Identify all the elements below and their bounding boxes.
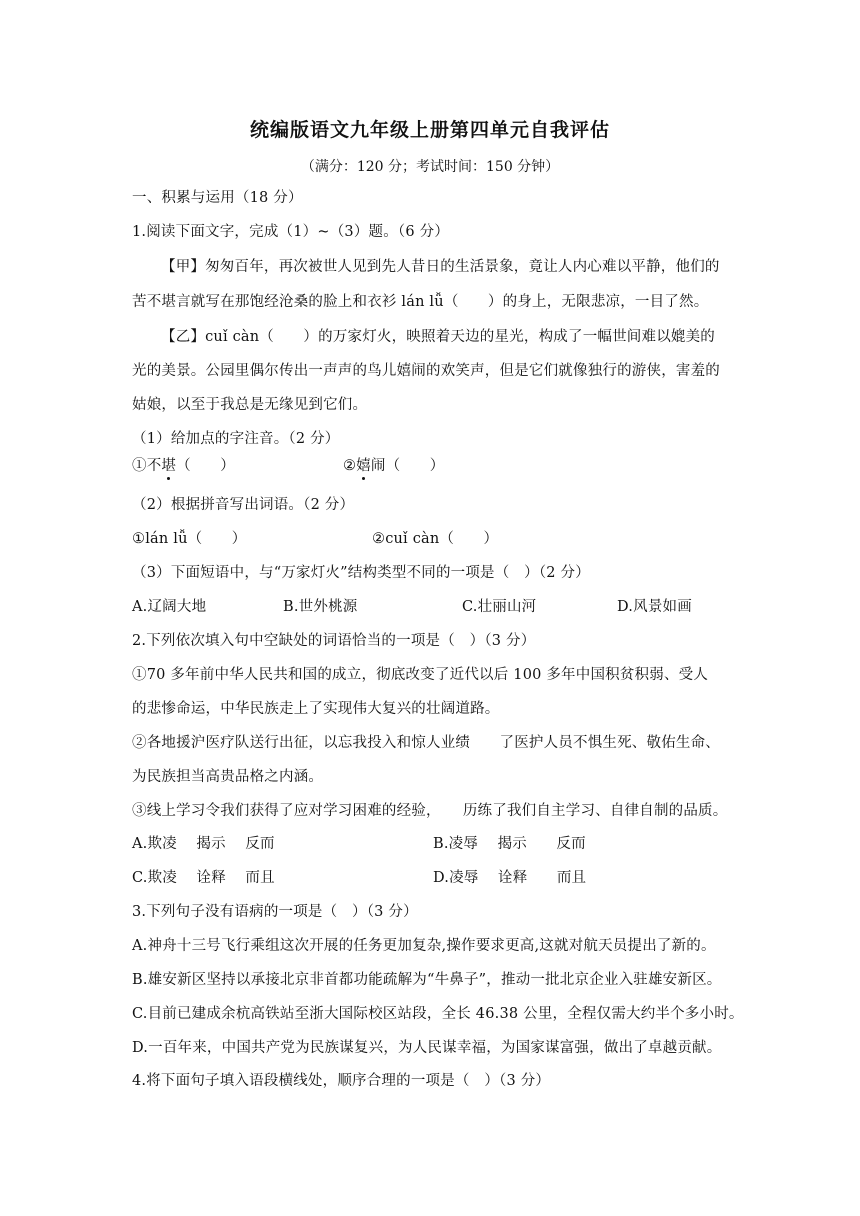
section-heading: 一、积累与运用（18 分） (132, 190, 303, 206)
q2-option-d: D.凌辱 诠释 而且 (433, 870, 587, 886)
q2-sentence-line: 的悲惨命运，中华民族走上了实现伟大复兴的壮阔道路。 (132, 701, 500, 717)
q1-sub3: （3）下面短语中，与“万家灯火”结构类型不同的一项是（ ）（2 分） (132, 565, 590, 581)
q1-option-d: D.风景如画 (617, 599, 692, 615)
q1-passage-yi-line: 光的美景。公园里偶尔传出一声声的鸟儿嬉闹的欢笑声，但是它们就像独行的游侠，害羞的 (132, 363, 720, 379)
dotted-char: 嬉 (356, 458, 371, 474)
q1-passage-yi-line: 【乙】cuǐ càn（ ）的万家灯火，映照着天边的星光，构成了一幅世间难以媲美的 (161, 329, 716, 345)
q1-passage-yi-line: 姑娘，以至于我总是无缘见到它们。 (132, 397, 368, 413)
q2-sentence-line: 为民族担当高贵品格之内涵。 (132, 769, 324, 785)
q3-stem: 3.下列句子没有语病的一项是（ ）（3 分） (132, 904, 418, 920)
q1-sub2-item-b: ②cuǐ càn（ ） (372, 531, 499, 547)
q2-sentence-line: ③线上学习令我们获得了应对学习困难的经验， 历练了我们自主学习、自律自制的品质。 (132, 803, 728, 819)
q2-option-a: A.欺凌 揭示 反而 (132, 836, 275, 852)
q1-sub2: （2）根据拼音写出词语。（2 分） (132, 497, 355, 513)
q3-option-c: C.目前已建成余杭高铁站至浙大国际校区站段，全长 46.38 公里，全程仅需大约半个多小时。 (132, 1006, 744, 1022)
page-subtitle: （满分：120 分；考试时间：150 分钟） (300, 159, 560, 175)
answer-blank: 闹（ ） (370, 458, 445, 474)
q1-sub1-item-a (132, 456, 235, 476)
page-title: 统编版语文九年级上册第四单元自我评估 (249, 119, 610, 141)
dotted-char: 堪 (161, 458, 177, 474)
q1-sub1: （1）给加点的字注音。（2 分） (132, 431, 340, 447)
q2-option-c: C.欺凌 诠释 而且 (132, 870, 275, 886)
q2-option-b: B.凌辱 揭示 反而 (433, 836, 586, 852)
q2-sentence-line: ②各地援沪医疗队送行出征，以忘我投入和惊人业绩 了医护人员不惧生死、敬佑生命、 (132, 735, 720, 751)
q4-stem: 4.将下面句子填入语段横线处，顺序合理的一项是（ ）（3 分） (132, 1073, 551, 1089)
q1-stem: 1.阅读下面文字，完成（1）~（3）题。（6 分） (132, 224, 450, 240)
q1-option-a: A.辽阔大地 (132, 599, 207, 615)
answer-blank: （ ） (176, 458, 235, 474)
q2-stem: 2.下列依次填入句中空缺处的词语恰当的一项是（ ）（3 分） (132, 633, 536, 649)
text: ② (343, 458, 357, 474)
q1-option-b: B.世外桃源 (283, 599, 358, 615)
q1-option-c: C.壮丽山河 (462, 599, 537, 615)
q3-option-a: A.神舟十三号飞行乘组这次开展的任务更加复杂,操作要求更高,这就对航天员提出了新的。 (132, 938, 716, 954)
q2-sentence-line: ①70 多年前中华人民共和国的成立，彻底改变了近代以后 100 多年中国积贫积弱、受人 (132, 667, 709, 683)
q1-passage-jia-line: 【甲】匆匆百年，再次被世人见到先人昔日的生活景象，竟让人内心难以平静，他们的 (161, 259, 720, 275)
q1-sub1-item-b (343, 456, 444, 476)
q1-passage-jia-line: 苦不堪言就写在那饱经沧桑的脸上和衣衫 lán lǚ（ ）的身上，无限悲凉，一目了然。 (132, 294, 709, 310)
q3-option-d: D.一百年来，中国共产党为民族谋复兴，为人民谋幸福，为国家谋富强，做出了卓越贡献。 (132, 1040, 722, 1056)
q1-sub2-item-a: ①lán lǚ（ ） (132, 531, 247, 547)
q3-option-b: B.雄安新区坚持以承接北京非首都功能疏解为“牛鼻子”，推动一批北京企业入驻雄安新区。 (132, 972, 722, 988)
text: ①不 (132, 458, 162, 474)
